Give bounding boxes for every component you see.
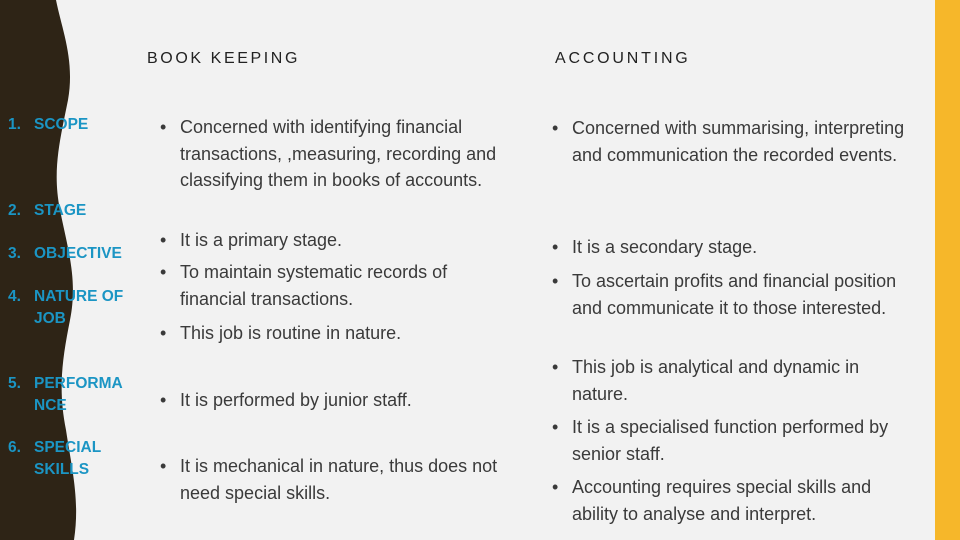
bookkeeping-objective <box>160 259 510 312</box>
bullet-text: It is a primary stage. <box>180 230 343 250</box>
accounting-performance <box>552 414 912 467</box>
criterion-number: 6. <box>8 439 21 456</box>
accounting-heading: ACCOUNTING <box>555 50 691 67</box>
criterion-number: 1. <box>8 116 21 133</box>
bullet-text: Accounting requires special skills and ability to analyse and interpret. <box>572 477 872 524</box>
bullet-text: Concerned with identifying financial transactions, ,measuring, recording and classifying them in books of accounts. <box>180 117 497 190</box>
criterion-label: PERFORMA NCE <box>34 375 123 414</box>
bookkeeping-performance <box>160 387 510 414</box>
bullet-dot: • <box>552 237 559 257</box>
bullet-dot: • <box>160 230 167 250</box>
bullet-dot: • <box>552 357 559 377</box>
bullet-dot: • <box>160 117 167 137</box>
bullet-dot: • <box>552 417 559 437</box>
criterion-number: 3. <box>8 245 21 262</box>
criterion-special-skills <box>8 437 108 481</box>
bookkeeping-scope <box>160 114 510 194</box>
criterion-objective <box>8 243 144 265</box>
criterion-label: STAGE <box>34 202 87 219</box>
bullet-text: It is performed by junior staff. <box>180 390 412 410</box>
bullet-dot: • <box>160 390 167 410</box>
bookkeeping-skills <box>160 453 510 506</box>
bullet-text: To ascertain profits and financial position and communicate it to those interested. <box>572 271 897 318</box>
bookkeeping-heading: BOOK KEEPING <box>147 50 301 67</box>
bullet-text: This job is routine in nature. <box>180 323 402 343</box>
accounting-nature <box>552 354 912 407</box>
criterion-label: NATURE OF JOB <box>34 288 124 327</box>
bookkeeping-stage <box>160 227 510 254</box>
accounting-skills <box>552 474 912 527</box>
criterion-performance <box>8 373 140 417</box>
bullet-dot: • <box>552 477 559 497</box>
bullet-dot: • <box>552 271 559 291</box>
criterion-number: 4. <box>8 288 21 305</box>
bullet-dot: • <box>160 323 167 343</box>
criterion-nature-of-job <box>8 286 126 330</box>
gold-side-bar <box>935 0 960 540</box>
bullet-text: It is a specialised function performed by senior staff. <box>572 417 889 464</box>
criterion-number: 5. <box>8 375 21 392</box>
bullet-dot: • <box>160 262 167 282</box>
criterion-number: 2. <box>8 202 21 219</box>
bullet-text: This job is analytical and dynamic in nature. <box>572 357 860 404</box>
bullet-text: Concerned with summarising, interpreting and communication the recorded events. <box>572 118 905 165</box>
accounting-stage <box>552 234 912 261</box>
criterion-label: SPECIAL SKILLS <box>34 439 101 478</box>
bullet-text: It is mechanical in nature, thus does not need special skills. <box>180 456 498 503</box>
accounting-scope <box>552 115 912 168</box>
criterion-label: OBJECTIVE <box>34 245 122 262</box>
bullet-text: To maintain systematic records of financial transactions. <box>180 262 448 309</box>
accounting-objective <box>552 268 912 321</box>
bullet-dot: • <box>552 118 559 138</box>
criterion-stage <box>8 200 144 222</box>
bullet-dot: • <box>160 456 167 476</box>
criterion-scope <box>8 114 144 136</box>
bookkeeping-nature <box>160 320 510 347</box>
criterion-label: SCOPE <box>34 116 89 133</box>
bullet-text: It is a secondary stage. <box>572 237 758 257</box>
